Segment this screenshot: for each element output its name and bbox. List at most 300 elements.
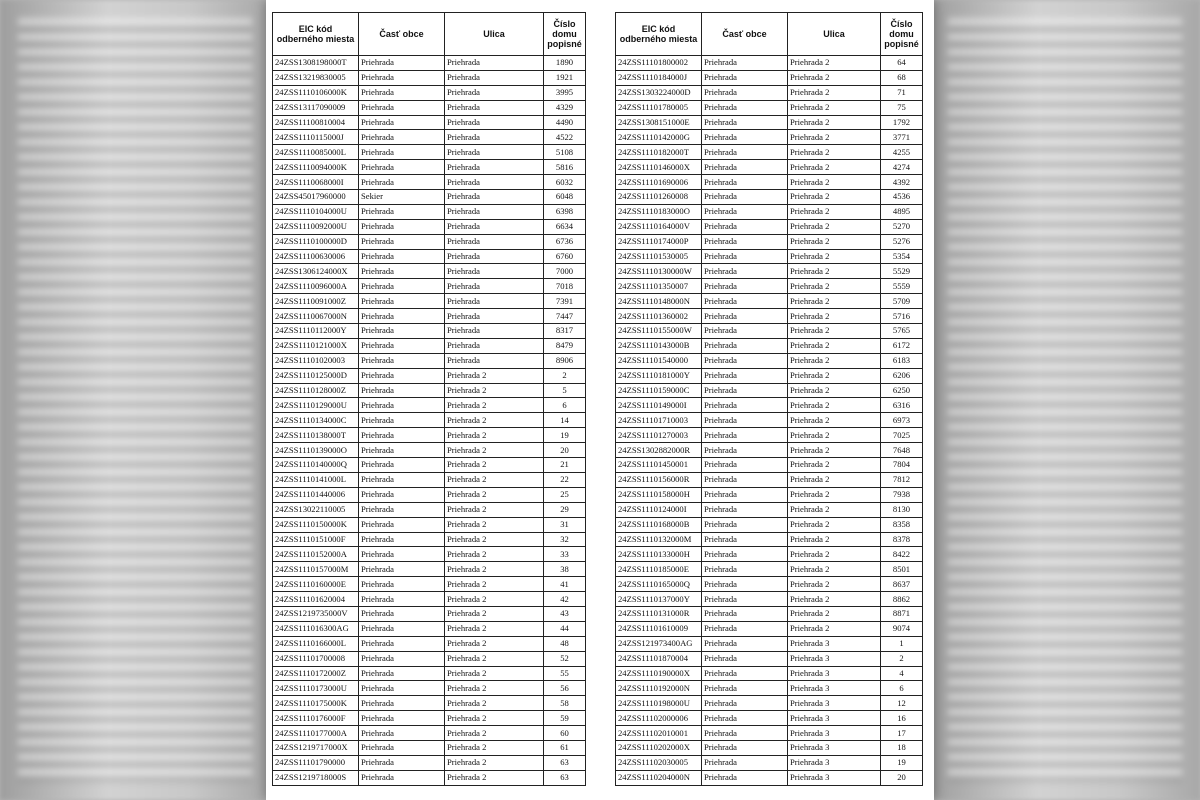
house-number-cell: 44: [544, 621, 586, 636]
house-number-cell: 6250: [881, 383, 923, 398]
street-cell: Priehrada 2: [788, 428, 881, 443]
street-cell: Priehrada 2: [445, 621, 544, 636]
part-of-town-cell: Priehrada: [702, 190, 788, 205]
eic-code-cell: 24ZSS11101690006: [616, 175, 702, 190]
part-of-town-cell: Priehrada: [359, 472, 445, 487]
house-number-cell: 5765: [881, 324, 923, 339]
street-cell: Priehrada 2: [445, 413, 544, 428]
house-number-cell: 7648: [881, 443, 923, 458]
street-cell: Priehrada 2: [445, 770, 544, 785]
table-row: [273, 383, 586, 398]
part-of-town-cell: Priehrada: [359, 726, 445, 741]
street-cell: Priehrada: [445, 324, 544, 339]
street-cell: Priehrada 3: [788, 740, 881, 755]
street-cell: Priehrada: [445, 70, 544, 85]
part-of-town-cell: Priehrada: [359, 219, 445, 234]
part-of-town-cell: Priehrada: [359, 755, 445, 770]
part-of-town-cell: Priehrada: [702, 234, 788, 249]
street-cell: Priehrada 3: [788, 755, 881, 770]
house-number-cell: 1890: [544, 56, 586, 71]
table-row: [616, 711, 923, 726]
house-number-cell: 5108: [544, 145, 586, 160]
street-cell: Priehrada 3: [788, 681, 881, 696]
part-of-town-cell: Priehrada: [702, 606, 788, 621]
part-of-town-cell: Priehrada: [359, 666, 445, 681]
house-number-cell: 6973: [881, 413, 923, 428]
table-row: [273, 443, 586, 458]
eic-code-cell: 24ZSS1110138000T: [273, 428, 359, 443]
house-number-cell: 7391: [544, 294, 586, 309]
house-number-cell: 6760: [544, 249, 586, 264]
house-number-cell: 5354: [881, 249, 923, 264]
table-row: [273, 755, 586, 770]
house-number-cell: 55: [544, 666, 586, 681]
eic-code-cell: 24ZSS1110150000K: [273, 517, 359, 532]
part-of-town-cell: Priehrada: [359, 458, 445, 473]
part-of-town-cell: Priehrada: [702, 592, 788, 607]
table-row: [616, 443, 923, 458]
eic-code-cell: 24ZSS1110092000U: [273, 219, 359, 234]
part-of-town-cell: Priehrada: [359, 264, 445, 279]
part-of-town-cell: Priehrada: [702, 458, 788, 473]
eic-code-cell: 24ZSS1110181000Y: [616, 368, 702, 383]
house-number-cell: 14: [544, 413, 586, 428]
table-row: [273, 368, 586, 383]
house-number-cell: 5716: [881, 309, 923, 324]
part-of-town-cell: Priehrada: [359, 487, 445, 502]
eic-code-cell: 24ZSS1110132000M: [616, 532, 702, 547]
table-row: [616, 309, 923, 324]
street-cell: Priehrada 2: [445, 532, 544, 547]
part-of-town-cell: Priehrada: [359, 398, 445, 413]
house-number-cell: 4: [881, 666, 923, 681]
eic-code-cell: 24ZSS45017960000: [273, 190, 359, 205]
table-row: [616, 532, 923, 547]
house-number-cell: 4274: [881, 160, 923, 175]
house-number-cell: 60: [544, 726, 586, 741]
table-row: [616, 56, 923, 71]
table-row: [616, 234, 923, 249]
part-of-town-cell: Priehrada: [359, 651, 445, 666]
eic-code-cell: 24ZSS1303224000D: [616, 85, 702, 100]
street-cell: Priehrada 2: [788, 398, 881, 413]
table-row: [273, 770, 586, 785]
part-of-town-cell: Priehrada: [359, 532, 445, 547]
table-row: [273, 398, 586, 413]
house-number-cell: 6048: [544, 190, 586, 205]
table-row: [616, 681, 923, 696]
eic-code-cell: 24ZSS11101700008: [273, 651, 359, 666]
part-of-town-cell: Priehrada: [359, 562, 445, 577]
eic-code-cell: 24ZSS11102010001: [616, 726, 702, 741]
street-cell: Priehrada 2: [788, 70, 881, 85]
table-row: [273, 219, 586, 234]
eic-code-cell: 24ZSS1110155000W: [616, 324, 702, 339]
table-row: [273, 428, 586, 443]
table-row: [273, 502, 586, 517]
street-cell: Priehrada 2: [788, 458, 881, 473]
part-of-town-cell: Priehrada: [359, 309, 445, 324]
eic-code-cell: 24ZSS1110137000Y: [616, 592, 702, 607]
street-cell: Priehrada: [445, 309, 544, 324]
eic-code-cell: 24ZSS1110202000X: [616, 740, 702, 755]
part-of-town-cell: Priehrada: [359, 443, 445, 458]
table-row: [616, 562, 923, 577]
house-number-cell: 6: [881, 681, 923, 696]
eic-code-cell: 24ZSS13219830005: [273, 70, 359, 85]
table-row: [616, 249, 923, 264]
street-cell: Priehrada 2: [788, 204, 881, 219]
part-of-town-cell: Priehrada: [359, 383, 445, 398]
part-of-town-cell: Priehrada: [359, 681, 445, 696]
document-page: [266, 0, 934, 800]
part-of-town-cell: Priehrada: [702, 309, 788, 324]
eic-code-cell: 24ZSS1110166000L: [273, 636, 359, 651]
table-row: [616, 204, 923, 219]
part-of-town-cell: Priehrada: [702, 770, 788, 785]
part-of-town-cell: Priehrada: [359, 70, 445, 85]
street-cell: Priehrada 2: [788, 175, 881, 190]
part-of-town-cell: Priehrada: [702, 264, 788, 279]
street-cell: Priehrada 2: [445, 636, 544, 651]
table-row: [616, 85, 923, 100]
table-row: [616, 726, 923, 741]
house-number-cell: 6183: [881, 353, 923, 368]
table-row: [273, 636, 586, 651]
street-cell: Priehrada 2: [445, 487, 544, 502]
part-of-town-cell: Priehrada: [702, 413, 788, 428]
house-number-cell: 7025: [881, 428, 923, 443]
eic-code-cell: 24ZSS1110174000P: [616, 234, 702, 249]
eic-code-cell: 24ZSS1302882000R: [616, 443, 702, 458]
table-row: [616, 383, 923, 398]
table-row: [616, 755, 923, 770]
table-row: [273, 309, 586, 324]
table-row: [616, 130, 923, 145]
table-row: [273, 115, 586, 130]
house-number-cell: 8378: [881, 532, 923, 547]
table-row: [616, 666, 923, 681]
table-row: [616, 636, 923, 651]
part-of-town-cell: Priehrada: [359, 100, 445, 115]
table-row: [273, 532, 586, 547]
house-number-cell: 59: [544, 711, 586, 726]
part-of-town-cell: Priehrada: [702, 428, 788, 443]
street-cell: Priehrada 2: [788, 324, 881, 339]
street-cell: Priehrada 2: [445, 740, 544, 755]
house-number-cell: 5559: [881, 279, 923, 294]
house-number-cell: 6172: [881, 338, 923, 353]
part-of-town-cell: Priehrada: [359, 606, 445, 621]
street-cell: Priehrada 3: [788, 636, 881, 651]
street-cell: Priehrada: [445, 145, 544, 160]
street-cell: Priehrada 2: [788, 279, 881, 294]
house-number-cell: 7000: [544, 264, 586, 279]
table-row: [616, 219, 923, 234]
part-of-town-cell: Priehrada: [359, 294, 445, 309]
street-cell: Priehrada 2: [788, 532, 881, 547]
street-cell: Priehrada 2: [788, 145, 881, 160]
table-row: [616, 279, 923, 294]
street-cell: Priehrada 2: [445, 651, 544, 666]
house-number-cell: 5276: [881, 234, 923, 249]
eic-code-cell: 24ZSS1110104000U: [273, 204, 359, 219]
eic-code-cell: 24ZSS11101260008: [616, 190, 702, 205]
part-of-town-cell: Priehrada: [359, 368, 445, 383]
table-row: [616, 458, 923, 473]
part-of-town-cell: Priehrada: [359, 353, 445, 368]
part-of-town-cell: Priehrada: [702, 368, 788, 383]
street-cell: Priehrada 2: [445, 383, 544, 398]
eic-code-cell: 24ZSS1110096000A: [273, 279, 359, 294]
street-cell: Priehrada 2: [788, 606, 881, 621]
street-cell: Priehrada 2: [788, 547, 881, 562]
part-of-town-cell: Priehrada: [702, 487, 788, 502]
street-cell: Priehrada 2: [788, 234, 881, 249]
table-row: [273, 175, 586, 190]
part-of-town-cell: Priehrada: [359, 204, 445, 219]
eic-code-cell: 24ZSS1110128000Z: [273, 383, 359, 398]
house-number-cell: 4490: [544, 115, 586, 130]
eic-code-cell: 24ZSS121973400AG: [616, 636, 702, 651]
eic-code-cell: 24ZSS111016300AG: [273, 621, 359, 636]
eic-code-cell: 24ZSS1110192000N: [616, 681, 702, 696]
table-row: [273, 56, 586, 71]
blurred-background-right: [930, 0, 1200, 800]
eic-table-left: [272, 12, 586, 786]
eic-code-cell: 24ZSS11101350007: [616, 279, 702, 294]
eic-code-cell: 24ZSS11101450001: [616, 458, 702, 473]
table-row: [273, 145, 586, 160]
house-number-cell: 20: [544, 443, 586, 458]
blurred-background-left: [0, 0, 270, 800]
house-number-cell: 33: [544, 547, 586, 562]
street-cell: Priehrada: [445, 56, 544, 71]
part-of-town-cell: Priehrada: [359, 234, 445, 249]
table-row: [616, 264, 923, 279]
house-number-cell: 6634: [544, 219, 586, 234]
house-number-cell: 2: [544, 368, 586, 383]
eic-code-cell: 24ZSS11100810004: [273, 115, 359, 130]
house-number-cell: 8862: [881, 592, 923, 607]
table-row: [273, 606, 586, 621]
house-number-cell: 20: [881, 770, 923, 785]
street-cell: Priehrada 2: [788, 621, 881, 636]
table-row: [273, 577, 586, 592]
house-number-cell: 5: [544, 383, 586, 398]
part-of-town-cell: Priehrada: [359, 145, 445, 160]
street-cell: Priehrada: [445, 219, 544, 234]
table-row: [273, 651, 586, 666]
street-cell: Priehrada: [445, 160, 544, 175]
street-cell: Priehrada 2: [788, 592, 881, 607]
eic-code-cell: 24ZSS11101790000: [273, 755, 359, 770]
eic-code-cell: 24ZSS1308151000E: [616, 115, 702, 130]
eic-code-cell: 24ZSS1110115000J: [273, 130, 359, 145]
eic-code-cell: 24ZSS1110182000T: [616, 145, 702, 160]
table-row: [273, 711, 586, 726]
eic-code-cell: 24ZSS1110173000U: [273, 681, 359, 696]
street-cell: Priehrada: [445, 100, 544, 115]
table-row: [273, 85, 586, 100]
eic-code-cell: 24ZSS11101270003: [616, 428, 702, 443]
house-number-cell: 31: [544, 517, 586, 532]
street-cell: Priehrada 2: [445, 502, 544, 517]
eic-code-cell: 24ZSS11101530005: [616, 249, 702, 264]
street-cell: Priehrada 2: [445, 696, 544, 711]
table-row: [616, 592, 923, 607]
eic-table-right: [615, 12, 923, 786]
house-number-cell: 8479: [544, 338, 586, 353]
street-cell: Priehrada: [445, 130, 544, 145]
part-of-town-cell: Priehrada: [702, 338, 788, 353]
table-row: [273, 621, 586, 636]
table-row: [616, 100, 923, 115]
house-number-cell: 4895: [881, 204, 923, 219]
part-of-town-cell: Priehrada: [359, 592, 445, 607]
house-number-cell: 8130: [881, 502, 923, 517]
eic-code-cell: 24ZSS1110204000N: [616, 770, 702, 785]
table-row: [273, 696, 586, 711]
part-of-town-cell: Priehrada: [702, 651, 788, 666]
house-number-cell: 6032: [544, 175, 586, 190]
table-row: [616, 770, 923, 785]
part-of-town-cell: Priehrada: [702, 175, 788, 190]
house-number-cell: 75: [881, 100, 923, 115]
eic-code-cell: 24ZSS1110146000X: [616, 160, 702, 175]
table-row: [616, 115, 923, 130]
street-cell: Priehrada 2: [445, 562, 544, 577]
part-of-town-cell: Priehrada: [702, 577, 788, 592]
street-cell: Priehrada 2: [445, 666, 544, 681]
table-row: [616, 740, 923, 755]
house-number-cell: 12: [881, 696, 923, 711]
eic-code-cell: 24ZSS11101620004: [273, 592, 359, 607]
street-cell: Priehrada 2: [788, 443, 881, 458]
eic-code-cell: 24ZSS1110149000I: [616, 398, 702, 413]
eic-code-cell: 24ZSS1110067000N: [273, 309, 359, 324]
street-cell: Priehrada: [445, 338, 544, 353]
house-number-cell: 68: [881, 70, 923, 85]
street-cell: Priehrada 2: [445, 711, 544, 726]
eic-code-cell: 24ZSS1110190000X: [616, 666, 702, 681]
house-number-cell: 43: [544, 606, 586, 621]
house-number-cell: 8317: [544, 324, 586, 339]
house-number-cell: 7018: [544, 279, 586, 294]
eic-code-cell: 24ZSS11101020003: [273, 353, 359, 368]
eic-code-cell: 24ZSS1110176000F: [273, 711, 359, 726]
house-number-cell: 19: [881, 755, 923, 770]
house-number-cell: 41: [544, 577, 586, 592]
eic-code-cell: 24ZSS11101440006: [273, 487, 359, 502]
house-number-cell: 5709: [881, 294, 923, 309]
street-cell: Priehrada: [445, 294, 544, 309]
street-cell: Priehrada 2: [788, 502, 881, 517]
house-number-cell: 56: [544, 681, 586, 696]
part-of-town-cell: Priehrada: [359, 413, 445, 428]
street-cell: Priehrada 2: [445, 368, 544, 383]
house-number-cell: 32: [544, 532, 586, 547]
eic-code-cell: 24ZSS1110185000E: [616, 562, 702, 577]
table-row: [273, 472, 586, 487]
street-cell: Priehrada 2: [788, 85, 881, 100]
table-row: [616, 413, 923, 428]
header-street: Ulica: [445, 13, 544, 56]
street-cell: Priehrada 2: [445, 517, 544, 532]
eic-code-cell: 24ZSS11101800002: [616, 56, 702, 71]
house-number-cell: 19: [544, 428, 586, 443]
table-row: [273, 517, 586, 532]
eic-code-cell: 24ZSS11102000006: [616, 711, 702, 726]
part-of-town-cell: Priehrada: [702, 696, 788, 711]
street-cell: Priehrada 2: [445, 681, 544, 696]
street-cell: Priehrada 2: [788, 517, 881, 532]
table-row: [616, 487, 923, 502]
street-cell: Priehrada 2: [445, 606, 544, 621]
house-number-cell: 17: [881, 726, 923, 741]
street-cell: Priehrada: [445, 234, 544, 249]
house-number-cell: 5816: [544, 160, 586, 175]
house-number-cell: 8871: [881, 606, 923, 621]
eic-code-cell: 24ZSS11102030005: [616, 755, 702, 770]
house-number-cell: 6398: [544, 204, 586, 219]
eic-code-cell: 24ZSS11101610009: [616, 621, 702, 636]
part-of-town-cell: Priehrada: [702, 353, 788, 368]
table-row: [273, 353, 586, 368]
house-number-cell: 2: [881, 651, 923, 666]
street-cell: Priehrada 3: [788, 711, 881, 726]
header-eic-code: EIC kód odberného miesta: [616, 13, 702, 56]
table-row: [616, 696, 923, 711]
house-number-cell: 9074: [881, 621, 923, 636]
eic-code-cell: 24ZSS1110151000F: [273, 532, 359, 547]
eic-code-cell: 24ZSS1110121000X: [273, 338, 359, 353]
part-of-town-cell: Priehrada: [359, 160, 445, 175]
table-row: [273, 160, 586, 175]
eic-code-cell: 24ZSS11101360002: [616, 309, 702, 324]
house-number-cell: 21: [544, 458, 586, 473]
house-number-cell: 8358: [881, 517, 923, 532]
part-of-town-cell: Priehrada: [359, 249, 445, 264]
part-of-town-cell: Priehrada: [702, 740, 788, 755]
street-cell: Priehrada 2: [788, 249, 881, 264]
part-of-town-cell: Priehrada: [702, 502, 788, 517]
house-number-cell: 4255: [881, 145, 923, 160]
table-row: [273, 324, 586, 339]
part-of-town-cell: Priehrada: [702, 249, 788, 264]
part-of-town-cell: Priehrada: [702, 100, 788, 115]
eic-code-cell: 24ZSS1110100000D: [273, 234, 359, 249]
eic-code-cell: 24ZSS1110141000L: [273, 472, 359, 487]
eic-code-cell: 24ZSS1110139000O: [273, 443, 359, 458]
street-cell: Priehrada 2: [788, 562, 881, 577]
street-cell: Priehrada 2: [445, 428, 544, 443]
street-cell: Priehrada 3: [788, 696, 881, 711]
house-number-cell: 64: [881, 56, 923, 71]
eic-code-cell: 24ZSS1110091000Z: [273, 294, 359, 309]
eic-code-cell: 24ZSS1110130000W: [616, 264, 702, 279]
table-row: [616, 428, 923, 443]
table-row: [273, 264, 586, 279]
part-of-town-cell: Priehrada: [702, 398, 788, 413]
eic-code-cell: 24ZSS1110159000C: [616, 383, 702, 398]
eic-code-cell: 24ZSS1110177000A: [273, 726, 359, 741]
eic-code-cell: 24ZSS1219718000S: [273, 770, 359, 785]
table-row: [273, 294, 586, 309]
street-cell: Priehrada 2: [788, 338, 881, 353]
street-cell: Priehrada 2: [788, 100, 881, 115]
part-of-town-cell: Priehrada: [359, 56, 445, 71]
